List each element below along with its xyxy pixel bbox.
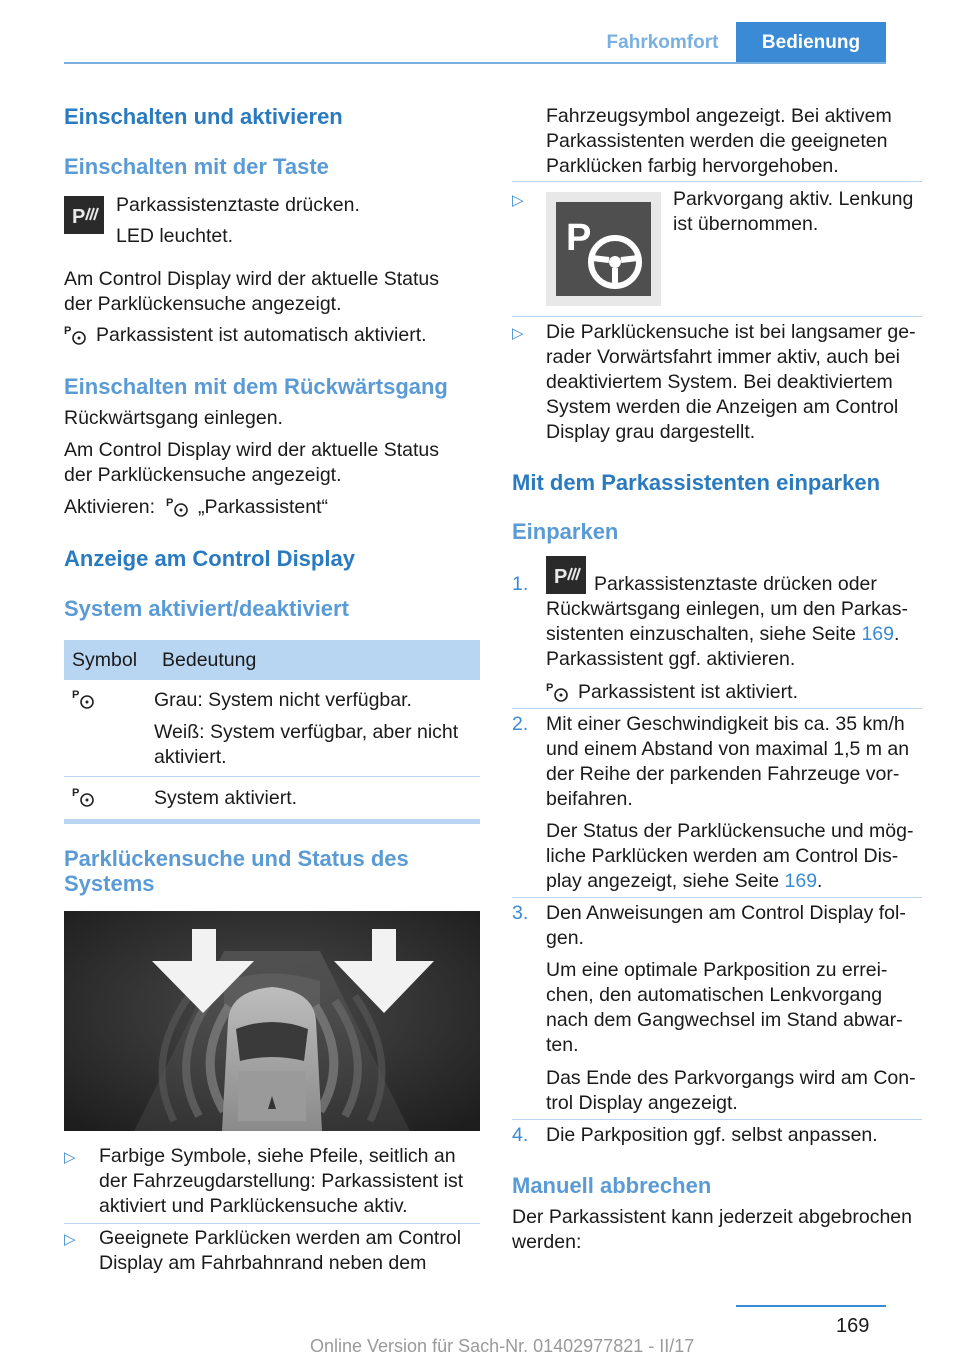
step3-line4: chen, den automatischen Lenkvorgang [546,984,883,1006]
step-divider [512,1119,922,1120]
heading-einschalten-taste: Einschalten mit der Taste [64,154,329,179]
step-divider [512,708,922,709]
bullet4-line3: deaktiviertem System. Bei deaktiviertem [546,371,893,393]
bullet1-line2: der Fahrzeugdarstellung: Parkassistent ist [99,1170,464,1192]
page-link-169[interactable]: 169 [784,870,818,892]
heading-anzeige: Anzeige am Control Display [64,546,355,571]
bullet-marker: ▷ [64,1149,76,1166]
step-divider [512,897,922,898]
bullet3-line2: ist übernommen. [673,213,819,235]
bullet-divider [512,316,922,317]
bullet2-line1: Geeignete Parklücken werden am Control [99,1227,462,1249]
bullet4-line1: Die Parklückensuche ist bei langsamer ge- [546,321,916,343]
bullet-marker: ▷ [512,325,524,342]
bullet4-line5: Display grau dargestellt. [546,421,756,443]
step3-line1: Den Anweisungen am Control Display fol- [546,902,906,924]
table-row [64,680,480,776]
step3-line2: gen. [546,927,584,949]
online-version: Online Version für Sach-Nr. 01402977821 - II/17 [310,1336,695,1356]
cont-line2: Parkassistenten werden die geeigneten [546,130,888,152]
bullet1-line3: aktiviert und Parklückensuche aktiv. [99,1195,408,1217]
step1-line1: Parkassistenztaste drücken oder [594,573,877,595]
step2-line2: und einem Abstand von maximal 1,5 m an [546,738,910,760]
cont-line3: Parklücken farbig hervorgehoben. [546,155,839,177]
parking-steering-icon [166,496,190,518]
svg-text:P: P [566,217,592,259]
bullet-marker: ▷ [512,192,524,209]
heading-suche-1: Parklückensuche und Status des [64,846,409,871]
heading-system-status: System aktiviert/deaktiviert [64,596,349,621]
step2-line1: Mit einer Geschwindigkeit bis ca. 35 km/h [546,713,905,735]
table-bottom-rule [64,819,480,824]
rueck-status-2: der Parklückensuche angezeigt. [64,464,342,486]
aktivieren-label: Aktivieren: [64,496,156,518]
tab-bedienung[interactable]: Bedienung [736,22,886,62]
heading-rueckwaertsgang: Einschalten mit dem Rückwärtsgang [64,374,448,399]
col-symbol: Symbol [72,648,138,671]
cont-line1: Fahrzeugsymbol angezeigt. Bei aktivem [546,105,892,127]
row2-aktiviert: System aktiviert. [154,787,298,809]
bullet-divider [64,1223,480,1224]
step1-line3 [546,622,899,647]
page-number: 169 [836,1315,870,1337]
bullet1-line1: Farbige Symbole, siehe Pfeile, seitlich an [99,1145,456,1167]
svg-text:P: P [546,682,554,694]
step1-line5: Parkassistent ist aktiviert. [578,681,798,703]
heading-einparken-main: Mit dem Parkassistenten einparken [512,470,881,495]
step3-line8: trol Display angezeigt. [546,1092,738,1114]
svg-text:P: P [72,787,80,799]
bullet-divider [512,181,922,182]
step-4-number: 4. [512,1124,529,1146]
period: . [894,623,900,645]
step1-line3-text: sistenten einzuschalten, siehe Seite [546,623,857,645]
step-2-number: 2. [512,713,529,735]
header-divider [64,62,886,64]
step2-line7 [546,869,822,894]
svg-text:P: P [166,497,174,509]
parking-button-icon [546,556,586,594]
aktivieren-value: „Parkassistent“ [198,496,329,518]
step2-line3: der Reihe der parkenden Fahrzeuge vor- [546,763,900,785]
parking-steering-icon [72,786,96,808]
svg-text:P: P [64,325,72,337]
step2-line4: beifahren. [546,788,633,810]
taste-step-1: Parkassistenztaste drücken. [116,194,360,216]
status-text-1: Am Control Display wird der aktuelle Status [64,268,439,290]
period: . [817,870,823,892]
park-steering-symbol [546,192,661,306]
step2-line6: liche Parklücken werden am Control Dis- [546,845,899,867]
status-text-2: der Parklückensuche angezeigt. [64,293,342,315]
row1-weiss-a: Weiß: System verfügbar, aber nicht [154,721,459,743]
row1-weiss-b: aktiviert. [154,746,227,768]
bullet3-line1: Parkvorgang aktiv. Lenkung [673,188,914,210]
step4-line1: Die Parkposition ggf. selbst anpassen. [546,1124,878,1146]
heading-einparken: Einparken [512,519,619,544]
rueck-status-1: Am Control Display wird der aktuelle Status [64,439,439,461]
row1-grau: Grau: System nicht verfügbar. [154,689,412,711]
step2-line5: Der Status der Parklückensuche und mög- [546,820,914,842]
svg-text:P: P [554,566,568,588]
col-bedeutung: Bedeutung [162,648,257,671]
svg-text:P: P [72,206,86,228]
bullet4-line4: System werden die Anzeigen am Control [546,396,899,418]
control-display-image [64,911,480,1131]
bullet-marker: ▷ [64,1231,76,1248]
footer-divider [736,1305,886,1307]
manuell-line2: werden: [512,1231,582,1253]
heading-manuell: Manuell abbrechen [512,1173,712,1198]
manuell-line1: Der Parkassistent kann jederzeit abgebrochen [512,1206,912,1228]
heading-einschalten: Einschalten und aktivieren [64,104,343,129]
page-link-169[interactable]: 169 [861,623,894,645]
step3-line3: Um eine optimale Parkposition zu errei- [546,959,888,981]
step3-line7: Das Ende des Parkvorgangs wird am Con- [546,1067,916,1089]
table-row [64,777,480,819]
parking-button-icon [64,196,104,234]
step-1-number: 1. [512,573,529,595]
auto-aktiviert-text: Parkassistent ist automatisch aktiviert. [96,324,427,346]
step3-line5: nach dem Gangwechsel im Stand abwar- [546,1009,903,1031]
step1-line2: Rückwärtsgang einlegen, um den Parkas- [546,598,909,620]
table-header [64,640,480,680]
step3-line6: ten. [546,1034,579,1056]
parking-steering-icon [546,681,570,703]
taste-step-2: LED leuchtet. [116,225,234,247]
parking-steering-icon [72,688,96,710]
rueck-step: Rückwärtsgang einlegen. [64,407,283,429]
step-3-number: 3. [512,902,529,924]
symbol-table [64,640,480,824]
svg-text:P: P [72,689,80,701]
bullet4-line2: rader Vorwärtsfahrt immer aktiv, auch bei [546,346,901,368]
step2-line7-text: play angezeigt, siehe Seite [546,870,780,892]
step1-line4: Parkassistent ggf. aktivieren. [546,648,796,670]
bullet2-line2: Display am Fahrbahnrand neben dem [99,1252,427,1274]
parking-steering-icon [64,324,88,346]
tab-fahrkomfort[interactable]: Fahrkomfort [606,32,719,53]
heading-suche-2: Systems [64,871,155,896]
